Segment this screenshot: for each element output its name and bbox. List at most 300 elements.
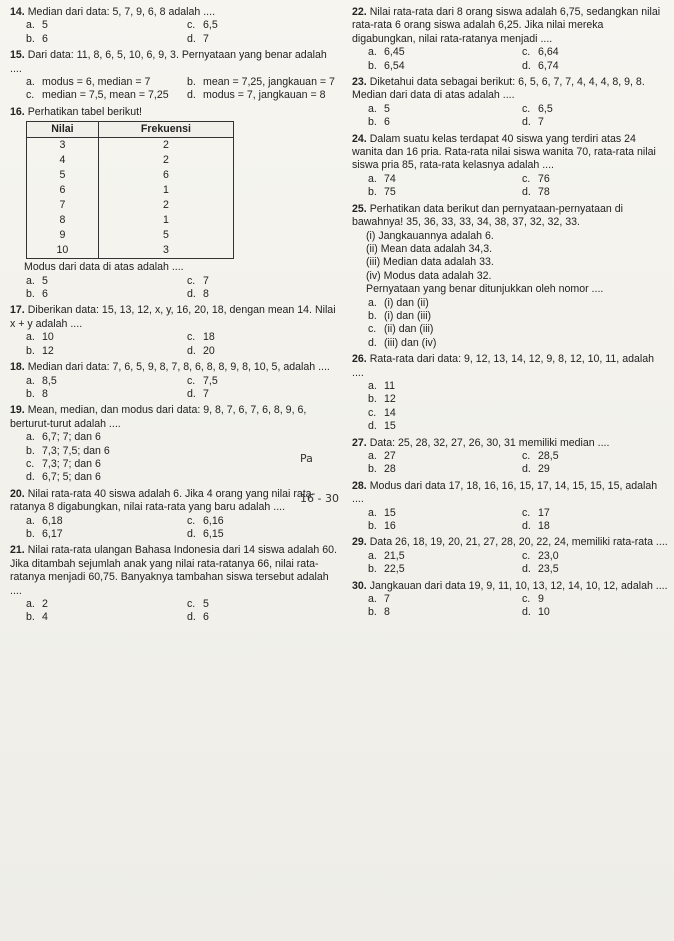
question-text: Modus dari data 17, 18, 16, 16, 15, 17, 14, 15, 15, 15, adalah ....: [352, 479, 661, 506]
option-text: 27: [384, 450, 396, 462]
question-26: [352, 353, 668, 433]
table-header: Nilai: [27, 122, 99, 138]
answer-option[interactable]: [187, 611, 340, 624]
answer-option[interactable]: [26, 445, 340, 458]
answer-option[interactable]: [26, 471, 340, 484]
handwritten-note-2: 16 - 30: [300, 492, 339, 505]
answer-option[interactable]: [187, 33, 340, 46]
option-letter: d.: [522, 463, 531, 476]
question-text: Diberikan data: 15, 13, 12, x, y, 16, 20, 18, dengan mean 14. Nilai x + y adalah ....: [10, 304, 339, 330]
answer-option[interactable]: [368, 463, 514, 476]
option-letter: b.: [368, 520, 377, 533]
table-row: [27, 213, 234, 228]
statement-item: (iii) Median data adalah 33.: [366, 256, 494, 269]
question-number: 17.: [10, 304, 25, 317]
option-letter: c.: [522, 506, 531, 519]
answer-option[interactable]: [368, 450, 514, 463]
answer-option[interactable]: [368, 606, 514, 619]
question-21: [10, 544, 340, 624]
question-number: 27.: [352, 436, 367, 449]
option-letter: b.: [26, 611, 35, 624]
answer-options: [10, 275, 340, 302]
option-text: 6,5: [203, 19, 218, 32]
answer-option[interactable]: [522, 593, 668, 606]
option-text: 74: [384, 172, 396, 185]
question-24: [352, 133, 668, 200]
table-cell: 3: [27, 138, 99, 154]
question-stem: [10, 361, 340, 374]
option-text: 28: [384, 463, 396, 476]
option-letter: b.: [26, 387, 35, 400]
option-letter: d.: [522, 186, 531, 199]
answer-option[interactable]: [368, 563, 514, 576]
table-cell: 6: [98, 168, 233, 183]
option-text: 6: [384, 116, 390, 129]
option-text: 6,5: [538, 102, 553, 115]
option-letter: d.: [26, 471, 35, 484]
option-letter: b.: [368, 463, 377, 476]
answer-option[interactable]: [522, 173, 668, 186]
option-letter: b.: [368, 563, 377, 576]
option-letter: c.: [368, 323, 377, 336]
option-text: 29: [538, 463, 550, 476]
option-letter: c.: [26, 457, 35, 470]
answer-option[interactable]: [26, 388, 179, 401]
answer-option[interactable]: [522, 606, 668, 619]
option-text: (ii) dan (iii): [384, 323, 434, 336]
answer-option[interactable]: [368, 407, 668, 420]
answer-option[interactable]: [368, 186, 514, 199]
question-number: 30.: [352, 579, 367, 592]
option-text: 6,54: [384, 59, 405, 72]
answer-option[interactable]: [26, 431, 340, 444]
option-letter: c.: [522, 593, 531, 606]
answer-options: [352, 103, 668, 130]
frequency-table: [26, 121, 234, 259]
table-cell: 6: [27, 183, 99, 198]
question-number: 15.: [10, 49, 25, 62]
question-stem: [10, 304, 340, 331]
option-text: 7,3; 7,5; dan 6: [42, 444, 110, 457]
answer-option[interactable]: [368, 323, 668, 336]
question-stem: [352, 6, 668, 46]
option-text: 12: [42, 344, 54, 357]
answer-option[interactable]: [368, 593, 514, 606]
answer-option[interactable]: [368, 380, 668, 393]
option-text: 11: [384, 379, 395, 392]
question-stem: [352, 76, 668, 103]
question-25: [352, 203, 668, 350]
question-number: 18.: [10, 361, 25, 374]
option-text: 18: [538, 520, 550, 533]
question-text: Nilai rata-rata dari 8 orang siswa adalah 6,75, sedangkan nilai rata-rata 6 orang siswa adalah 6,25. Jika nilai mereka digabungkan, nilai rata-ratanya menjadi ....: [352, 6, 664, 45]
option-letter: c.: [187, 514, 196, 527]
option-text: (i) dan (iii): [384, 309, 432, 322]
option-text: 8: [384, 606, 390, 619]
answer-options: [10, 331, 340, 358]
answer-options: [352, 380, 668, 434]
question-text: Jangkauan dari data 19, 9, 11, 10, 13, 12, 14, 10, 12, adalah ....: [369, 579, 668, 592]
question-stem: [10, 544, 340, 598]
option-text: (iii) dan (iv): [384, 336, 437, 349]
option-text: 76: [538, 172, 550, 185]
question-17: [10, 304, 340, 358]
option-letter: a.: [368, 296, 377, 309]
option-letter: c.: [26, 89, 35, 102]
option-text: 15: [384, 506, 396, 519]
question-number: 24.: [352, 132, 367, 145]
table-cell: 2: [98, 138, 233, 154]
question-30: [352, 580, 668, 620]
answer-option[interactable]: [522, 550, 668, 563]
answer-options: [10, 431, 340, 485]
option-text: 7: [384, 593, 390, 606]
question-number: 23.: [352, 76, 367, 89]
option-text: mean = 7,25, jangkauan = 7: [203, 76, 335, 89]
answer-option[interactable]: [522, 186, 668, 199]
answer-option[interactable]: [368, 173, 514, 186]
option-letter: d.: [522, 563, 531, 576]
option-letter: c.: [522, 46, 531, 59]
answer-option[interactable]: [187, 76, 340, 89]
option-letter: b.: [368, 116, 377, 129]
question-text: Nilai rata-rata ulangan Bahasa Indonesia dari 14 siswa adalah 60. Jika ditambah sejumlah anak yang nilai rata-ratanya 66, nilai rata-ratanya menjadi 60,75. Banyaknya tambahan siswa tersebut adalah ....: [10, 544, 340, 597]
right-column: [352, 6, 668, 623]
option-letter: a.: [368, 172, 377, 185]
option-letter: d.: [522, 116, 531, 129]
question-28: [352, 480, 668, 534]
question-stem: [10, 106, 340, 119]
answer-option[interactable]: [187, 89, 340, 102]
option-text: 6,15: [203, 527, 224, 540]
option-letter: b.: [368, 309, 377, 322]
statement-list: [352, 230, 668, 284]
question-text: Diketahui data sebagai berikut: 6, 5, 6, 7, 7, 4, 4, 4, 8, 9, 8. Median dari data di atas adalah ....: [352, 76, 648, 102]
option-text: 15: [384, 420, 396, 433]
option-letter: b.: [368, 393, 377, 406]
option-text: 23,0: [538, 549, 559, 562]
option-letter: d.: [368, 336, 377, 349]
answer-option[interactable]: [26, 458, 340, 471]
statement-item: (ii) Mean data adalah 34,3.: [366, 242, 493, 255]
option-letter: a.: [368, 102, 377, 115]
question-text: Median dari data: 5, 7, 9, 6, 8 adalah ....: [27, 6, 216, 18]
answer-option[interactable]: [368, 520, 514, 533]
option-letter: a.: [26, 598, 35, 610]
option-text: modus = 6, median = 7: [42, 76, 151, 89]
statement-item: (i) Jangkauannya adalah 6.: [366, 229, 494, 242]
question-text: Mean, median, dan modus dari data: 9, 8, 7, 6, 7, 6, 8, 9, 6, berturut-turut adalah ....: [10, 404, 310, 430]
option-letter: d.: [522, 520, 531, 533]
option-text: 75: [384, 186, 396, 199]
option-letter: a.: [26, 514, 35, 527]
option-text: 22,5: [384, 563, 405, 576]
option-letter: b.: [368, 59, 377, 72]
answer-option[interactable]: [522, 116, 668, 129]
answer-options: [352, 507, 668, 534]
option-letter: a.: [368, 450, 377, 462]
option-text: 14: [384, 406, 396, 419]
answer-option[interactable]: [187, 528, 340, 541]
answer-option[interactable]: [187, 375, 340, 388]
table-cell: 4: [27, 153, 99, 168]
table-row: [27, 153, 234, 168]
option-text: 6,18: [42, 514, 63, 527]
option-text: 23,5: [538, 563, 559, 576]
answer-option[interactable]: [187, 515, 340, 528]
question-number: 22.: [352, 6, 367, 18]
table-header: Frekuensi: [98, 122, 233, 138]
answer-option[interactable]: [26, 33, 179, 46]
handwritten-note-1: Pa: [300, 452, 313, 465]
option-letter: c.: [187, 598, 196, 610]
option-text: 10: [42, 331, 54, 344]
answer-option[interactable]: [368, 550, 514, 563]
answer-option[interactable]: [522, 103, 668, 116]
answer-option[interactable]: [522, 450, 668, 463]
table-cell: 5: [98, 228, 233, 243]
table-cell: 3: [98, 243, 233, 259]
option-letter: a.: [368, 593, 377, 606]
option-text: 6,64: [538, 46, 559, 59]
answer-option[interactable]: [26, 528, 179, 541]
table-cell: 9: [27, 228, 99, 243]
table-cell: 1: [98, 183, 233, 198]
option-text: 18: [203, 331, 215, 344]
option-text: 21,5: [384, 549, 405, 562]
option-letter: a.: [368, 506, 377, 519]
question-18: [10, 361, 340, 401]
option-letter: c.: [187, 374, 196, 387]
option-text: 6: [203, 611, 209, 624]
option-letter: d.: [522, 606, 531, 619]
option-text: 7: [203, 32, 209, 45]
answer-options: [352, 297, 668, 351]
question-20: [10, 488, 340, 542]
option-text: 8: [203, 288, 209, 301]
option-letter: a.: [26, 19, 35, 32]
answer-option[interactable]: [368, 393, 668, 406]
answer-option[interactable]: [187, 388, 340, 401]
option-text: 6,7; 7; dan 6: [42, 431, 101, 444]
answer-options: [352, 450, 668, 477]
answer-option[interactable]: [187, 275, 340, 288]
answer-option[interactable]: [187, 288, 340, 301]
option-letter: a.: [26, 374, 35, 387]
option-letter: b.: [26, 444, 35, 457]
option-letter: a.: [368, 379, 377, 392]
question-number: 26.: [352, 353, 367, 366]
option-text: 5: [42, 274, 48, 287]
answer-option[interactable]: [26, 598, 179, 611]
answer-option[interactable]: [26, 89, 179, 102]
question-22: [352, 6, 668, 73]
question-number: 19.: [10, 404, 25, 417]
answer-option[interactable]: [26, 515, 179, 528]
table-cell: 10: [27, 243, 99, 259]
option-letter: c.: [522, 172, 531, 185]
option-text: 7: [203, 387, 209, 400]
option-text: 6,16: [203, 514, 224, 527]
question-stem: [10, 404, 340, 431]
option-text: (i) dan (ii): [384, 296, 429, 309]
option-letter: b.: [187, 76, 196, 89]
answer-option[interactable]: [26, 275, 179, 288]
option-letter: d.: [187, 32, 196, 45]
option-letter: d.: [522, 59, 531, 72]
option-text: 5: [384, 102, 390, 115]
question-number: 29.: [352, 536, 367, 549]
table-row: [27, 243, 234, 259]
option-letter: b.: [368, 186, 377, 199]
option-text: 8,5: [42, 374, 57, 387]
answer-options: [352, 173, 668, 200]
question-16: [10, 106, 340, 302]
answer-option[interactable]: [368, 46, 514, 59]
table-cell: 2: [98, 198, 233, 213]
option-text: 6: [42, 32, 48, 45]
option-text: 17: [538, 506, 550, 519]
table-row: [27, 228, 234, 243]
option-letter: c.: [522, 102, 531, 115]
question-29: [352, 536, 668, 576]
question-text: Rata-rata dari data: 9, 12, 13, 14, 12, 9, 8, 12, 10, 11, adalah ....: [352, 353, 657, 379]
option-text: 6,7; 5; dan 6: [42, 471, 101, 484]
answer-option[interactable]: [187, 19, 340, 32]
question-number: 25.: [352, 202, 367, 215]
option-text: 6,45: [384, 46, 405, 59]
question-stem: [352, 353, 668, 380]
answer-option[interactable]: [187, 598, 340, 611]
option-letter: b.: [26, 344, 35, 357]
option-text: 8: [42, 387, 48, 400]
option-letter: b.: [26, 527, 35, 540]
answer-options: [10, 515, 340, 542]
question-stem: [352, 480, 668, 507]
answer-option[interactable]: [368, 116, 514, 129]
question-stem: [352, 580, 668, 593]
answer-option[interactable]: [368, 507, 514, 520]
answer-option[interactable]: [522, 520, 668, 533]
answer-option[interactable]: [522, 563, 668, 576]
answer-option[interactable]: [368, 337, 668, 350]
answer-option[interactable]: [368, 420, 668, 433]
option-letter: c.: [368, 406, 377, 419]
option-letter: b.: [368, 606, 377, 619]
answer-option[interactable]: [26, 375, 179, 388]
question-text: Nilai rata-rata 40 siswa adalah 6. Jika 4 orang yang nilai rata-ratanya 8 digabungkan, nilai rata-rata yang baru adalah ....: [10, 487, 316, 514]
question-number: 20.: [10, 487, 25, 500]
question-stem: [352, 536, 668, 549]
question-14: [10, 6, 340, 46]
answer-options: [10, 375, 340, 402]
question-23: [352, 76, 668, 130]
option-letter: d.: [187, 611, 196, 624]
option-text: median = 7,5, mean = 7,25: [42, 89, 169, 102]
question-number: 16.: [10, 105, 25, 118]
answer-options: [10, 19, 340, 46]
option-text: 4: [42, 611, 48, 624]
option-text: 2: [42, 598, 48, 610]
table-row: [27, 138, 234, 154]
table-cell: 8: [27, 213, 99, 228]
answer-option[interactable]: [522, 507, 668, 520]
question-text: Data 26, 18, 19, 20, 21, 27, 28, 20, 22, 24, memiliki rata-rata ....: [369, 536, 668, 549]
option-text: 7,3; 7; dan 6: [42, 457, 101, 470]
answer-option[interactable]: [26, 345, 179, 358]
option-text: 5: [203, 598, 209, 610]
answer-option[interactable]: [522, 463, 668, 476]
option-letter: a.: [26, 76, 35, 89]
option-letter: b.: [26, 288, 35, 301]
answer-option[interactable]: [26, 288, 179, 301]
question-followup: Modus dari data di atas adalah ....: [24, 261, 184, 274]
option-text: 78: [538, 186, 550, 199]
answer-option[interactable]: [368, 103, 514, 116]
answer-option[interactable]: [187, 331, 340, 344]
question-stem: [352, 133, 668, 173]
question-number: 21.: [10, 544, 25, 557]
answer-option[interactable]: [368, 297, 668, 310]
table-cell: 2: [98, 153, 233, 168]
option-letter: d.: [187, 89, 196, 102]
table-cell: 5: [27, 168, 99, 183]
option-letter: c.: [522, 549, 531, 562]
option-text: 20: [203, 344, 215, 357]
answer-option[interactable]: [522, 46, 668, 59]
option-letter: a.: [368, 46, 377, 59]
question-text: Dari data: 11, 8, 6, 5, 10, 6, 9, 3. Pernyataan yang benar adalah ....: [10, 49, 330, 75]
option-letter: d.: [187, 344, 196, 357]
option-letter: c.: [187, 274, 196, 287]
option-text: 6,17: [42, 527, 63, 540]
question-text: Median dari data: 7, 6, 5, 9, 8, 7, 8, 6, 8, 8, 9, 8, 10, 5, adalah ....: [27, 361, 330, 374]
option-letter: d.: [368, 420, 377, 433]
question-19: [10, 404, 340, 484]
option-text: 7: [203, 274, 209, 287]
answer-options: [352, 593, 668, 620]
option-text: 6,74: [538, 59, 559, 72]
option-text: 28,5: [538, 450, 559, 462]
question-text: Perhatikan data berikut dan pernyataan-pernyataan di bawahnya! 35, 36, 33, 33, 34, 38, 37, 32, 32, 33.: [352, 202, 626, 229]
table-header-row: [27, 122, 234, 138]
answer-option[interactable]: [26, 331, 179, 344]
option-letter: a.: [26, 331, 35, 344]
answer-option[interactable]: [26, 76, 179, 89]
option-text: 7,5: [203, 374, 218, 387]
answer-option[interactable]: [368, 310, 668, 323]
answer-option[interactable]: [26, 19, 179, 32]
answer-option[interactable]: [187, 345, 340, 358]
question-27: [352, 437, 668, 477]
question-number: 14.: [10, 6, 25, 18]
answer-options: [352, 550, 668, 577]
answer-option[interactable]: [26, 611, 179, 624]
option-text: 16: [384, 520, 396, 533]
question-stem: [10, 49, 340, 76]
option-letter: c.: [187, 331, 196, 344]
answer-option[interactable]: [368, 60, 514, 73]
option-letter: c.: [522, 450, 531, 462]
answer-options: [10, 76, 340, 103]
question-stem: [10, 488, 340, 515]
option-text: modus = 7, jangkauan = 8: [203, 89, 326, 102]
option-letter: d.: [187, 387, 196, 400]
answer-option[interactable]: [522, 60, 668, 73]
option-letter: c.: [187, 19, 196, 32]
table-row: [27, 168, 234, 183]
option-letter: d.: [187, 527, 196, 540]
